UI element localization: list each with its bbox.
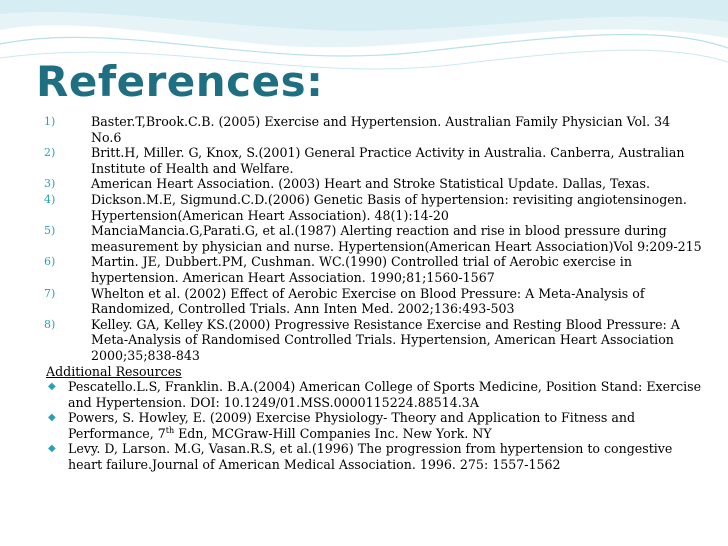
reference-text: Kelley. GA, Kelley KS.(2000) Progressive Resistance Exercise and Resting Blood Pressure: A Meta-Analysis of Randomised Controlled Trials. Hypertension, American Heart Association 2000;35;838-843: [91, 316, 680, 363]
reference-number: 2): [44, 146, 56, 160]
reference-item: [44, 286, 704, 317]
reference-item: [44, 145, 704, 176]
reference-text: ManciaMancia.G,Parati.G, et al.(1987) Alerting reaction and rise in blood pressure during measurement by physician and nurse. Hypertension(American Heart Association)Vol 9:209-215: [91, 223, 702, 254]
reference-number: 7): [44, 286, 56, 300]
additional-resources-heading: Additional Resources: [46, 363, 182, 379]
resource-text: [68, 410, 704, 441]
resource-text: Levy. D, Larson. M.G, Vasan.R.S, et al.(1996) The progression from hypertension to congestive heart failure.Journal of American Medical Association. 1996. 275: 1557-1562: [68, 441, 673, 473]
reference-text: Baster.T,Brook.C.B. (2005) Exercise and Hypertension. Australian Family Physician Vol. 34 No.6: [91, 114, 671, 145]
ordinal-suffix: th: [165, 425, 175, 435]
resource-text-part: Edn, MCGraw-Hill Companies Inc. New York. NY: [174, 425, 492, 441]
reference-item: [44, 317, 704, 364]
diamond-bullet-icon: ◆: [48, 412, 56, 424]
resource-text-part: Powers, S. Howley, E. (2009) Exercise Physiology- Theory and Application to Fitness and Performance, 7: [68, 410, 636, 441]
reference-item: [44, 254, 704, 285]
slide-title: References:: [36, 57, 324, 106]
resource-item: [44, 441, 704, 472]
diamond-bullet-icon: ◆: [48, 443, 56, 455]
reference-number: 1): [44, 115, 56, 128]
reference-number: 8): [44, 317, 56, 331]
reference-text: Britt.H, Miller. G, Knox, S.(2001) General Practice Activity in Australia. Canberra, Australian Institute of Health and Welfare.: [91, 145, 685, 176]
diamond-bullet-icon: ◆: [48, 381, 56, 393]
reference-text: Martin. JE, Dubbert.PM, Cushman. WC.(1990) Controlled trial of Aerobic exercise in hypertension. American Heart Association. 1990;81;1560-1567: [91, 254, 632, 285]
reference-item: [44, 223, 704, 254]
reference-text: Whelton et al. (2002) Effect of Aerobic Exercise on Blood Pressure: A Meta-Analysis of Randomized, Controlled Trials. Ann Inten Med. 2002;136:493-503: [91, 285, 645, 317]
reference-number: 5): [44, 224, 56, 238]
reference-number: 3): [44, 177, 56, 191]
reference-item: [44, 114, 704, 145]
reference-number: 6): [44, 255, 56, 269]
reference-text: American Heart Association. (2003) Heart and Stroke Statistical Update. Dallas, Texas.: [91, 176, 650, 192]
resource-item: [44, 379, 704, 410]
reference-item: [44, 192, 704, 223]
resource-item: [44, 410, 704, 441]
reference-list: [44, 114, 704, 473]
resource-text: Pescatello.L.S, Franklin. B.A.(2004) American College of Sports Medicine, Position Stand: Exercise and Hypertension. DOI: 10.1249/01.MSS.0000115224.88514.3A: [68, 379, 702, 410]
reference-number: 4): [44, 192, 56, 206]
reference-text: Dickson.M.E, Sigmund.C.D.(2006) Genetic Basis of hypertension: revisiting angiotensinogen. Hypertension(American Heart Association). 48(1):14-20: [91, 191, 687, 223]
reference-item: [44, 176, 704, 192]
